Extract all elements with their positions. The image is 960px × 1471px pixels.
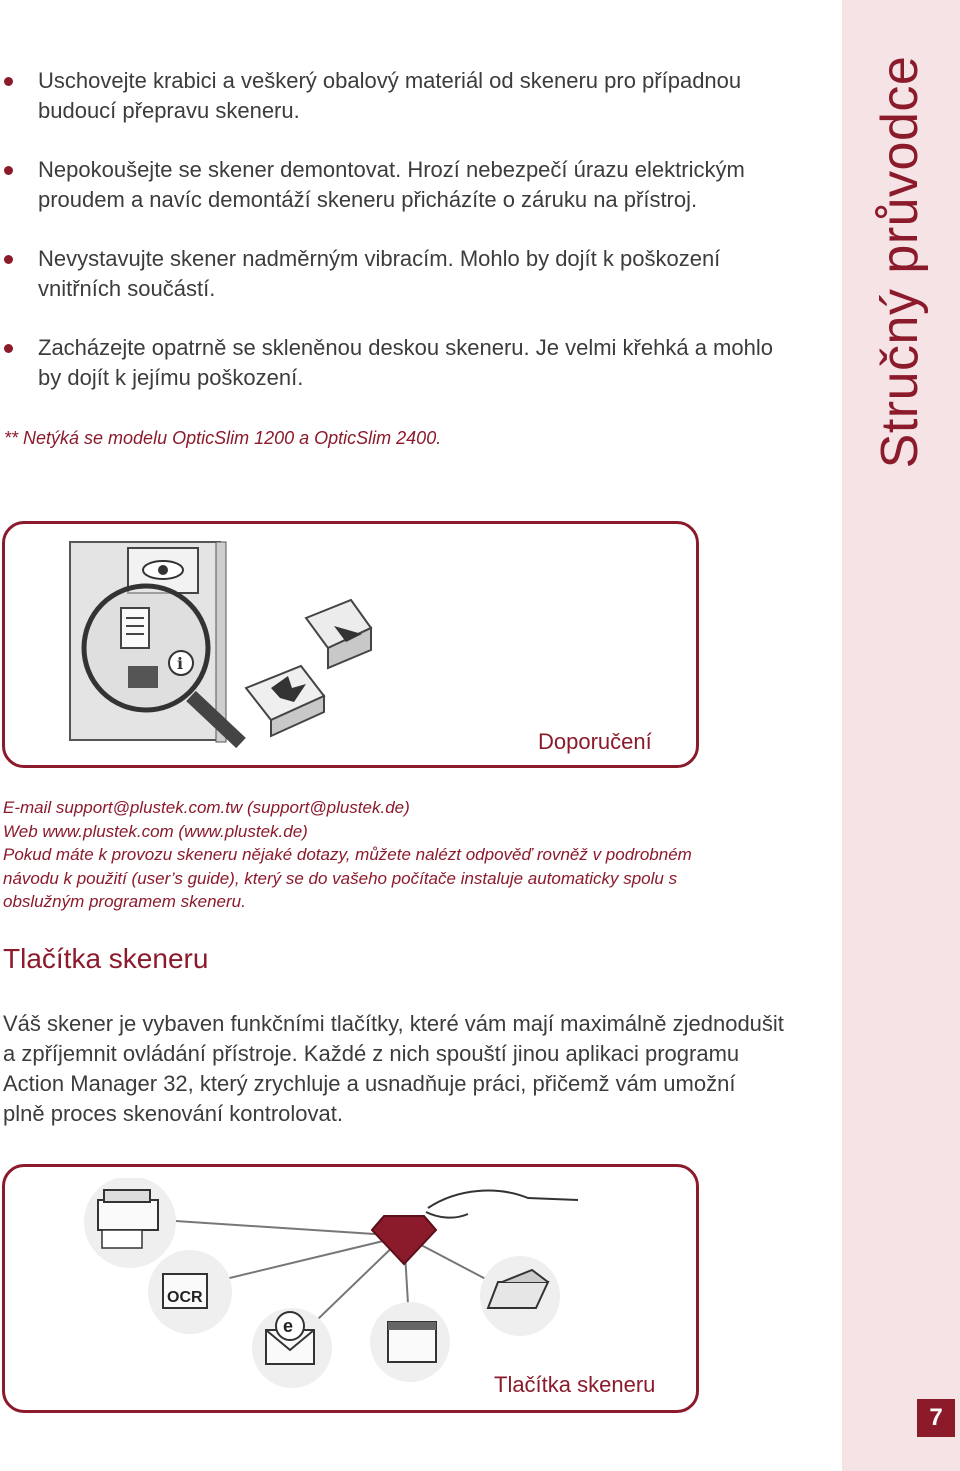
list-item: Zacházejte opatrně se skleněnou deskou skeneru. Je velmi křehká a mohlo by dojít k jejímu poškození.	[0, 333, 830, 393]
footnote: ** Netýká se modelu OpticSlim 1200 a OpticSlim 2400.	[4, 428, 442, 448]
support-web: Web www.plustek.com (www.plustek.de)	[3, 821, 308, 841]
list-item: Nevystavujte skener nadměrným vibracím. Mohlo by dojít k poškození vnitřních součástí.	[0, 244, 830, 304]
support-info: E-mail support@plustek.com.tw (support@plustek.de) Web www.plustek.com (www.plustek.de) Pokud máte k provozu skeneru nějaké dotazy, můžete nalézt odpověď rovněž v podrobném návodu k použití (user’s guide), který se do vašeho počítače instaluje automaticky spolu s obslužným programem skeneru.	[3, 796, 833, 914]
bullet-icon	[4, 255, 13, 264]
section-body: Váš skener je vybaven funkčními tlačítky, které vám mají maximálně zjednodušit a zpříjemnit ovládání přístroje. Každé z nich spouští jinou aplikaci programu Action Manager 32, který zrychluje a usnadňuje práci, přičemž vám umožní plně proces skenování kontrolovat.	[3, 1011, 784, 1126]
support-email: E-mail support@plustek.com.tw (support@plustek.de)	[3, 798, 410, 817]
email-label: e	[283, 1316, 294, 1336]
sidebar-title: Stručný průvodce	[871, 55, 929, 469]
scanner-buttons-illustration	[58, 1178, 618, 1388]
scanner-buttons-caption: Tlačítka skeneru	[494, 1372, 656, 1397]
bullet-icon	[4, 344, 13, 353]
magnifier-illustration	[66, 538, 406, 748]
ocr-label: OCR	[167, 1289, 203, 1306]
svg-text:i: i	[177, 654, 184, 673]
list-item: Nepokoušejte se skener demontovat. Hrozí nebezpečí úrazu elektrickým proudem a navíc demontáží skeneru přicházíte o záruku na přístroj.	[0, 155, 830, 215]
page-number: 7	[917, 1399, 955, 1437]
recommendation-caption: Doporučení	[538, 729, 652, 754]
bullet-icon	[4, 77, 13, 86]
list-item: Uschovejte krabici a veškerý obalový materiál od skeneru pro případnou budoucí přepravu skeneru.	[0, 66, 830, 126]
bullet-icon	[4, 166, 13, 175]
section-heading: Tlačítka skeneru	[3, 943, 209, 974]
safety-list	[0, 66, 830, 422]
